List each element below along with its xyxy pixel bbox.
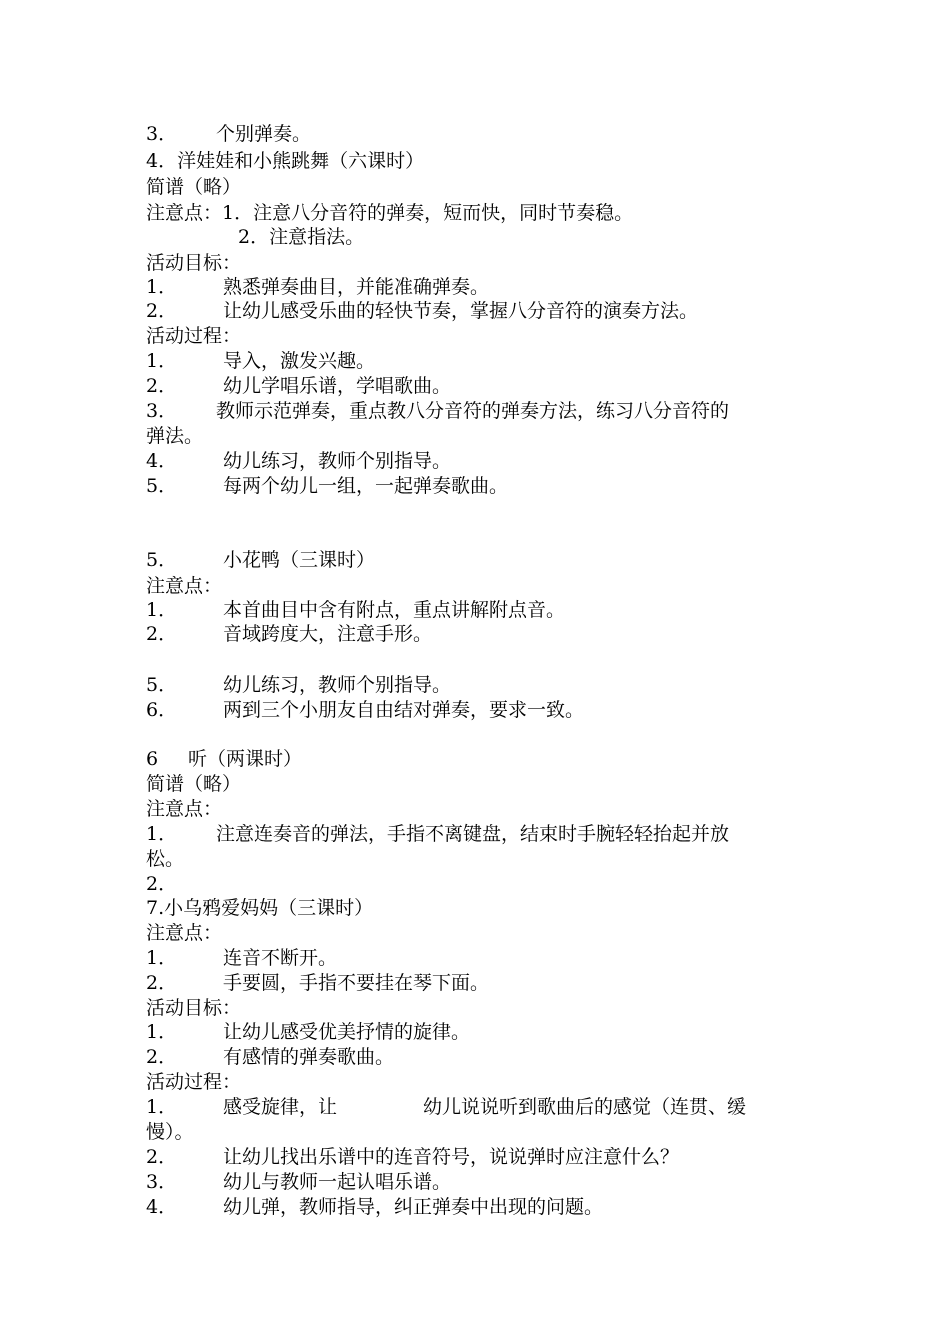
text-line: 注意点：: [146, 575, 223, 597]
section-heading: 6 听（两课时）: [146, 748, 303, 770]
list-item: 1． 导入，激发兴趣。: [146, 350, 376, 372]
section-heading: 4．洋娃娃和小熊跳舞（六课时）: [146, 150, 425, 172]
list-item: 1． 本首曲目中含有附点，重点讲解附点音。: [146, 599, 566, 621]
list-item: 6． 两到三个小朋友自由结对弹奏，要求一致。: [146, 699, 585, 721]
text-line: 活动过程：: [146, 1071, 242, 1093]
text-line: 简谱（略）: [146, 773, 242, 795]
list-item: 1． 让幼儿感受优美抒情的旋律。: [146, 1021, 471, 1043]
list-item: 2． 幼儿学唱乐谱，学唱歌曲。: [146, 375, 452, 397]
list-item: 5． 幼儿练习，教师个别指导。: [146, 674, 452, 696]
text-line: 慢）。: [146, 1121, 194, 1143]
text-line: 弹法。: [146, 425, 204, 447]
text-line: 松。: [146, 848, 185, 870]
section-heading: 5． 小花鸭（三课时）: [146, 549, 376, 571]
list-item: 2． 音域跨度大，注意手形。: [146, 623, 433, 645]
text-line: 简谱（略）: [146, 176, 242, 198]
text-line: 3． 个别弹奏。: [146, 123, 312, 145]
text-line: 活动目标：: [146, 252, 242, 274]
list-item: 2． 有感情的弹奏歌曲。: [146, 1046, 395, 1068]
list-item: 1． 连音不断开。: [146, 947, 338, 969]
section-heading: 7.小乌鸦爱妈妈（三课时）: [146, 897, 374, 919]
text-line: 注意点：: [146, 922, 223, 944]
text-line: 2．注意指法。: [238, 226, 365, 248]
list-item: 2． 手要圆，手指不要挂在琴下面。: [146, 972, 490, 994]
list-item: 2． 让幼儿感受乐曲的轻快节奏，掌握八分音符的演奏方法。: [146, 300, 699, 322]
list-item: 3． 幼儿与教师一起认唱乐谱。: [146, 1171, 452, 1193]
list-item: 1． 熟悉弹奏曲目，并能准确弹奏。: [146, 276, 490, 298]
list-item: 4． 幼儿弹，教师指导，纠正弹奏中出现的问题。: [146, 1196, 604, 1218]
list-item: 3． 教师示范弹奏，重点教八分音符的弹奏方法，练习八分音符的: [146, 400, 730, 422]
text-line: 注意点：1．注意八分音符的弹奏，短而快，同时节奏稳。: [146, 202, 634, 224]
list-item: 1． 注意连奏音的弹法，手指不离键盘，结束时手腕轻轻抬起并放: [146, 823, 730, 845]
list-item: 2．: [146, 873, 178, 895]
list-item: 1． 感受旋律，让 幼儿说说听到歌曲后的感觉（连贯、缓: [146, 1096, 747, 1118]
text-line: 活动目标：: [146, 997, 242, 1019]
text-line: 活动过程：: [146, 325, 242, 347]
list-item: 5． 每两个幼儿一组，一起弹奏歌曲。: [146, 475, 509, 497]
text-line: 注意点：: [146, 798, 223, 820]
list-item: 4． 幼儿练习，教师个别指导。: [146, 450, 452, 472]
list-item: 2． 让幼儿找出乐谱中的连音符号，说说弹时应注意什么？: [146, 1146, 680, 1168]
